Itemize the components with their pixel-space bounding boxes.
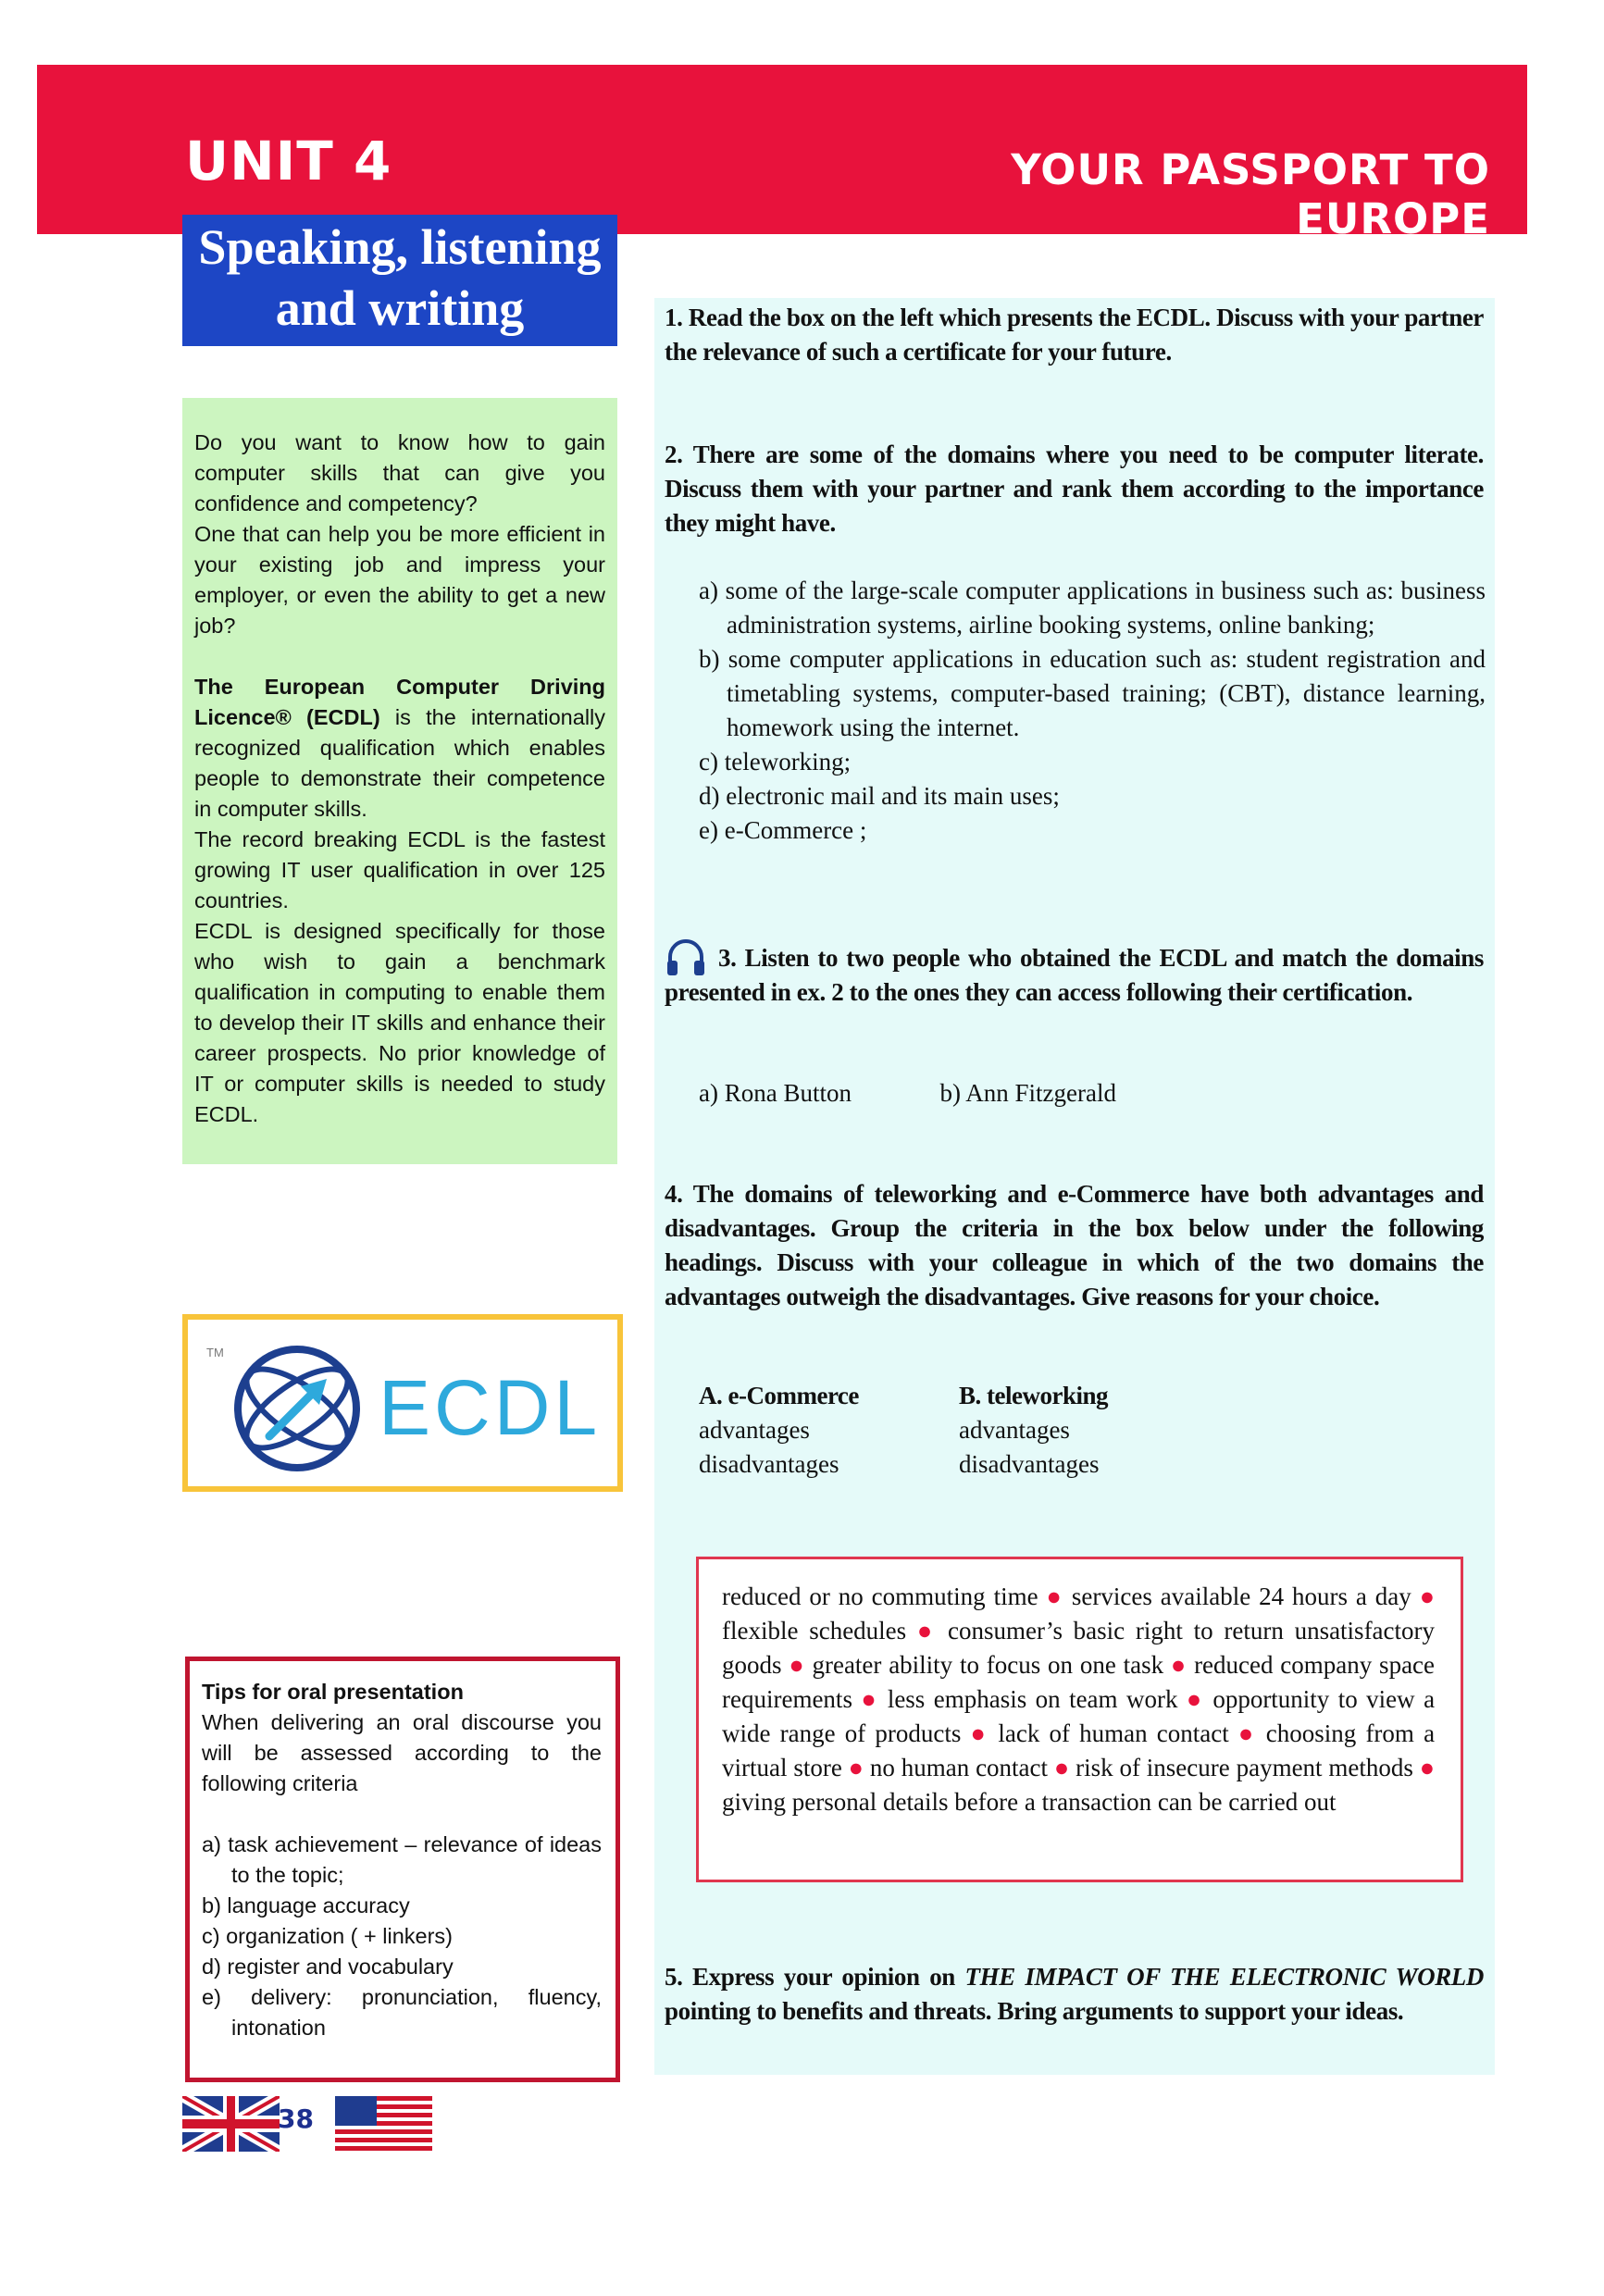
criteria-item: less emphasis on team work [887,1685,1178,1713]
exercise-5-topic: THE IMPACT OF THE ELECTRONIC WORLD [964,1963,1484,1991]
page-title: YOUR PASSPORT TO EUROPE [1011,145,1490,243]
section-title [182,215,617,346]
exercise-3 [665,941,1484,1010]
list-item: c) teleworking; [699,748,852,776]
exercise-3-text: 3. Listen to two people who obtained the ECDL and match the domains presented in ex. 2 to the ones they can access following their certification. [665,944,1484,1006]
section-title-line2: and writing [275,280,525,336]
heading-advantages: advantages [959,1416,1070,1444]
exercise-3-people [699,1076,1116,1111]
intro-paragraph: One that can help you be more efficient in your existing job and impress your employer, or even the ability to get a new job? [194,522,605,638]
heading-disadvantages: disadvantages [959,1450,1100,1478]
exercise-1 [665,301,1484,369]
bullet-icon: ● [1419,1754,1436,1781]
criteria-item: services available 24 hours a day [1071,1582,1411,1610]
criteria-item: consumer’s basic right to return unsatisfactory goods [722,1617,1436,1679]
page-number: 38 [278,2104,314,2134]
bullet-icon: ● [861,1685,879,1713]
exercise-4 [665,1177,1484,1314]
criteria-item: reduced company space requirements [722,1651,1436,1713]
heading-column-b [959,1379,1218,1482]
heading-column-a [699,1379,958,1482]
ecdl-logo [182,1314,623,1492]
tips-item: a) task achievement – relevance of ideas to the topic; [202,1832,602,1887]
criteria-item: flexible schedules [722,1617,907,1644]
exercise-2 [665,438,1484,540]
uk-flag-icon [182,2096,280,2152]
tips-item: d) register and vocabulary [202,1955,454,1979]
bullet-icon: ● [1170,1651,1187,1679]
tips-item: e) delivery: pronunciation, fluency, intonation [202,1985,602,2040]
tips-item: c) organization ( + linkers) [202,1924,454,1948]
person-a: a) Rona Button [699,1079,852,1107]
exercise-2-text: 2. There are some of the domains where you need to be computer literate. Discuss them with your partner and rank them according to the importance they might have. [665,441,1484,537]
heading-ecommerce: A. e-Commerce [699,1382,859,1409]
tips-content [202,1677,602,2043]
heading-disadvantages: disadvantages [699,1450,839,1478]
bullet-icon: ● [970,1719,989,1747]
criteria-item: opportunity to view a wide range of products [722,1685,1436,1747]
us-flag-icon [335,2096,432,2152]
criteria-item: greater ability to focus on one task [812,1651,1164,1679]
list-item: d) electronic mail and its main uses; [699,782,1060,810]
criteria-item: giving personal details before a transaction can be carried out [722,1788,1337,1816]
unit-title: UNIT 4 [185,130,392,192]
section-title-line1: Speaking, listening [198,219,602,275]
bullet-icon: ● [916,1617,938,1644]
person-b: b) Ann Fitzgerald [939,1079,1116,1107]
bullet-icon: ● [1046,1582,1063,1610]
criteria-item: lack of human contact [998,1719,1229,1747]
criteria-item: choosing from a virtual store [722,1719,1436,1781]
list-item: e) e-Commerce ; [699,816,867,844]
exercise-5 [665,1960,1484,2029]
heading-teleworking: B. teleworking [959,1382,1108,1409]
criteria-item: no human contact [869,1754,1049,1781]
bullet-icon: ● [789,1651,805,1679]
criteria-item: reduced or no commuting time [722,1582,1038,1610]
tips-item: b) language accuracy [202,1893,410,1917]
exercise-4-text: 4. The domains of teleworking and e-Commerce have both advantages and disadvantages. Group the criteria in the box below under the following headings. Discuss with your colleague in which of the two domains the advantages outweigh the disadvantages. Give reasons for your choice. [665,1180,1484,1310]
bullet-icon: ● [1419,1582,1436,1610]
intro-paragraph: ECDL is designed specifically for those who wish to gain a benchmark qualification in computing to enable them to develop their IT skills and enhance their career prospects. No prior knowledge of IT or computer skills is needed to study ECDL. [194,919,605,1126]
list-item: a) some of the large-scale computer applications in business such as: business administration systems, airline booking systems, online banking; [699,577,1486,639]
bullet-icon: ● [1053,1754,1070,1781]
heading-advantages: advantages [699,1416,810,1444]
exercise-5-text: 5. Express your opinion on THE IMPACT OF THE ELECTRONIC WORLD pointing to benefits and threats. Bring arguments to support your ideas. [665,1963,1484,2025]
globe-icon [235,1349,360,1468]
exercise-1-text: 1. Read the box on the left which presents the ECDL. Discuss with your partner the relevance of such a certificate for your future. [665,304,1484,366]
criteria-list [722,1580,1435,1819]
ecdl-logo-graphic [188,1320,617,1486]
intro-paragraph: The record breaking ECDL is the fastest growing IT user qualification in over 125 countries. [194,827,605,912]
bullet-icon: ● [1237,1719,1257,1747]
intro-paragraph: Do you want to know how to gain computer skills that can give you confidence and competency? [194,430,605,515]
bullet-icon: ● [1186,1685,1204,1713]
criteria-item: risk of insecure payment methods [1076,1754,1413,1781]
ecdl-name: The European Computer Driving Licence® (ECDL) [194,675,605,729]
exercise-2-list [699,574,1486,848]
ecdl-wordmark: ECDL [379,1364,602,1451]
list-item: b) some computer applications in education such as: student registration and timetabling systems, computer-based training; (CBT), distance learning, homework using the internet. [699,645,1486,741]
trademark-mark: TM [206,1346,224,1359]
tips-intro: When delivering an oral discourse you will be assessed according to the following criteria [202,1710,602,1795]
bullet-icon: ● [848,1754,864,1781]
tips-title: Tips for oral presentation [202,1680,464,1704]
intro-paragraph: The European Computer Driving Licence® (ECDL) is the internationally recognized qualification which enables people to demonstrate their competence in computer skills. [194,675,606,821]
ecdl-intro-text [194,428,605,1130]
